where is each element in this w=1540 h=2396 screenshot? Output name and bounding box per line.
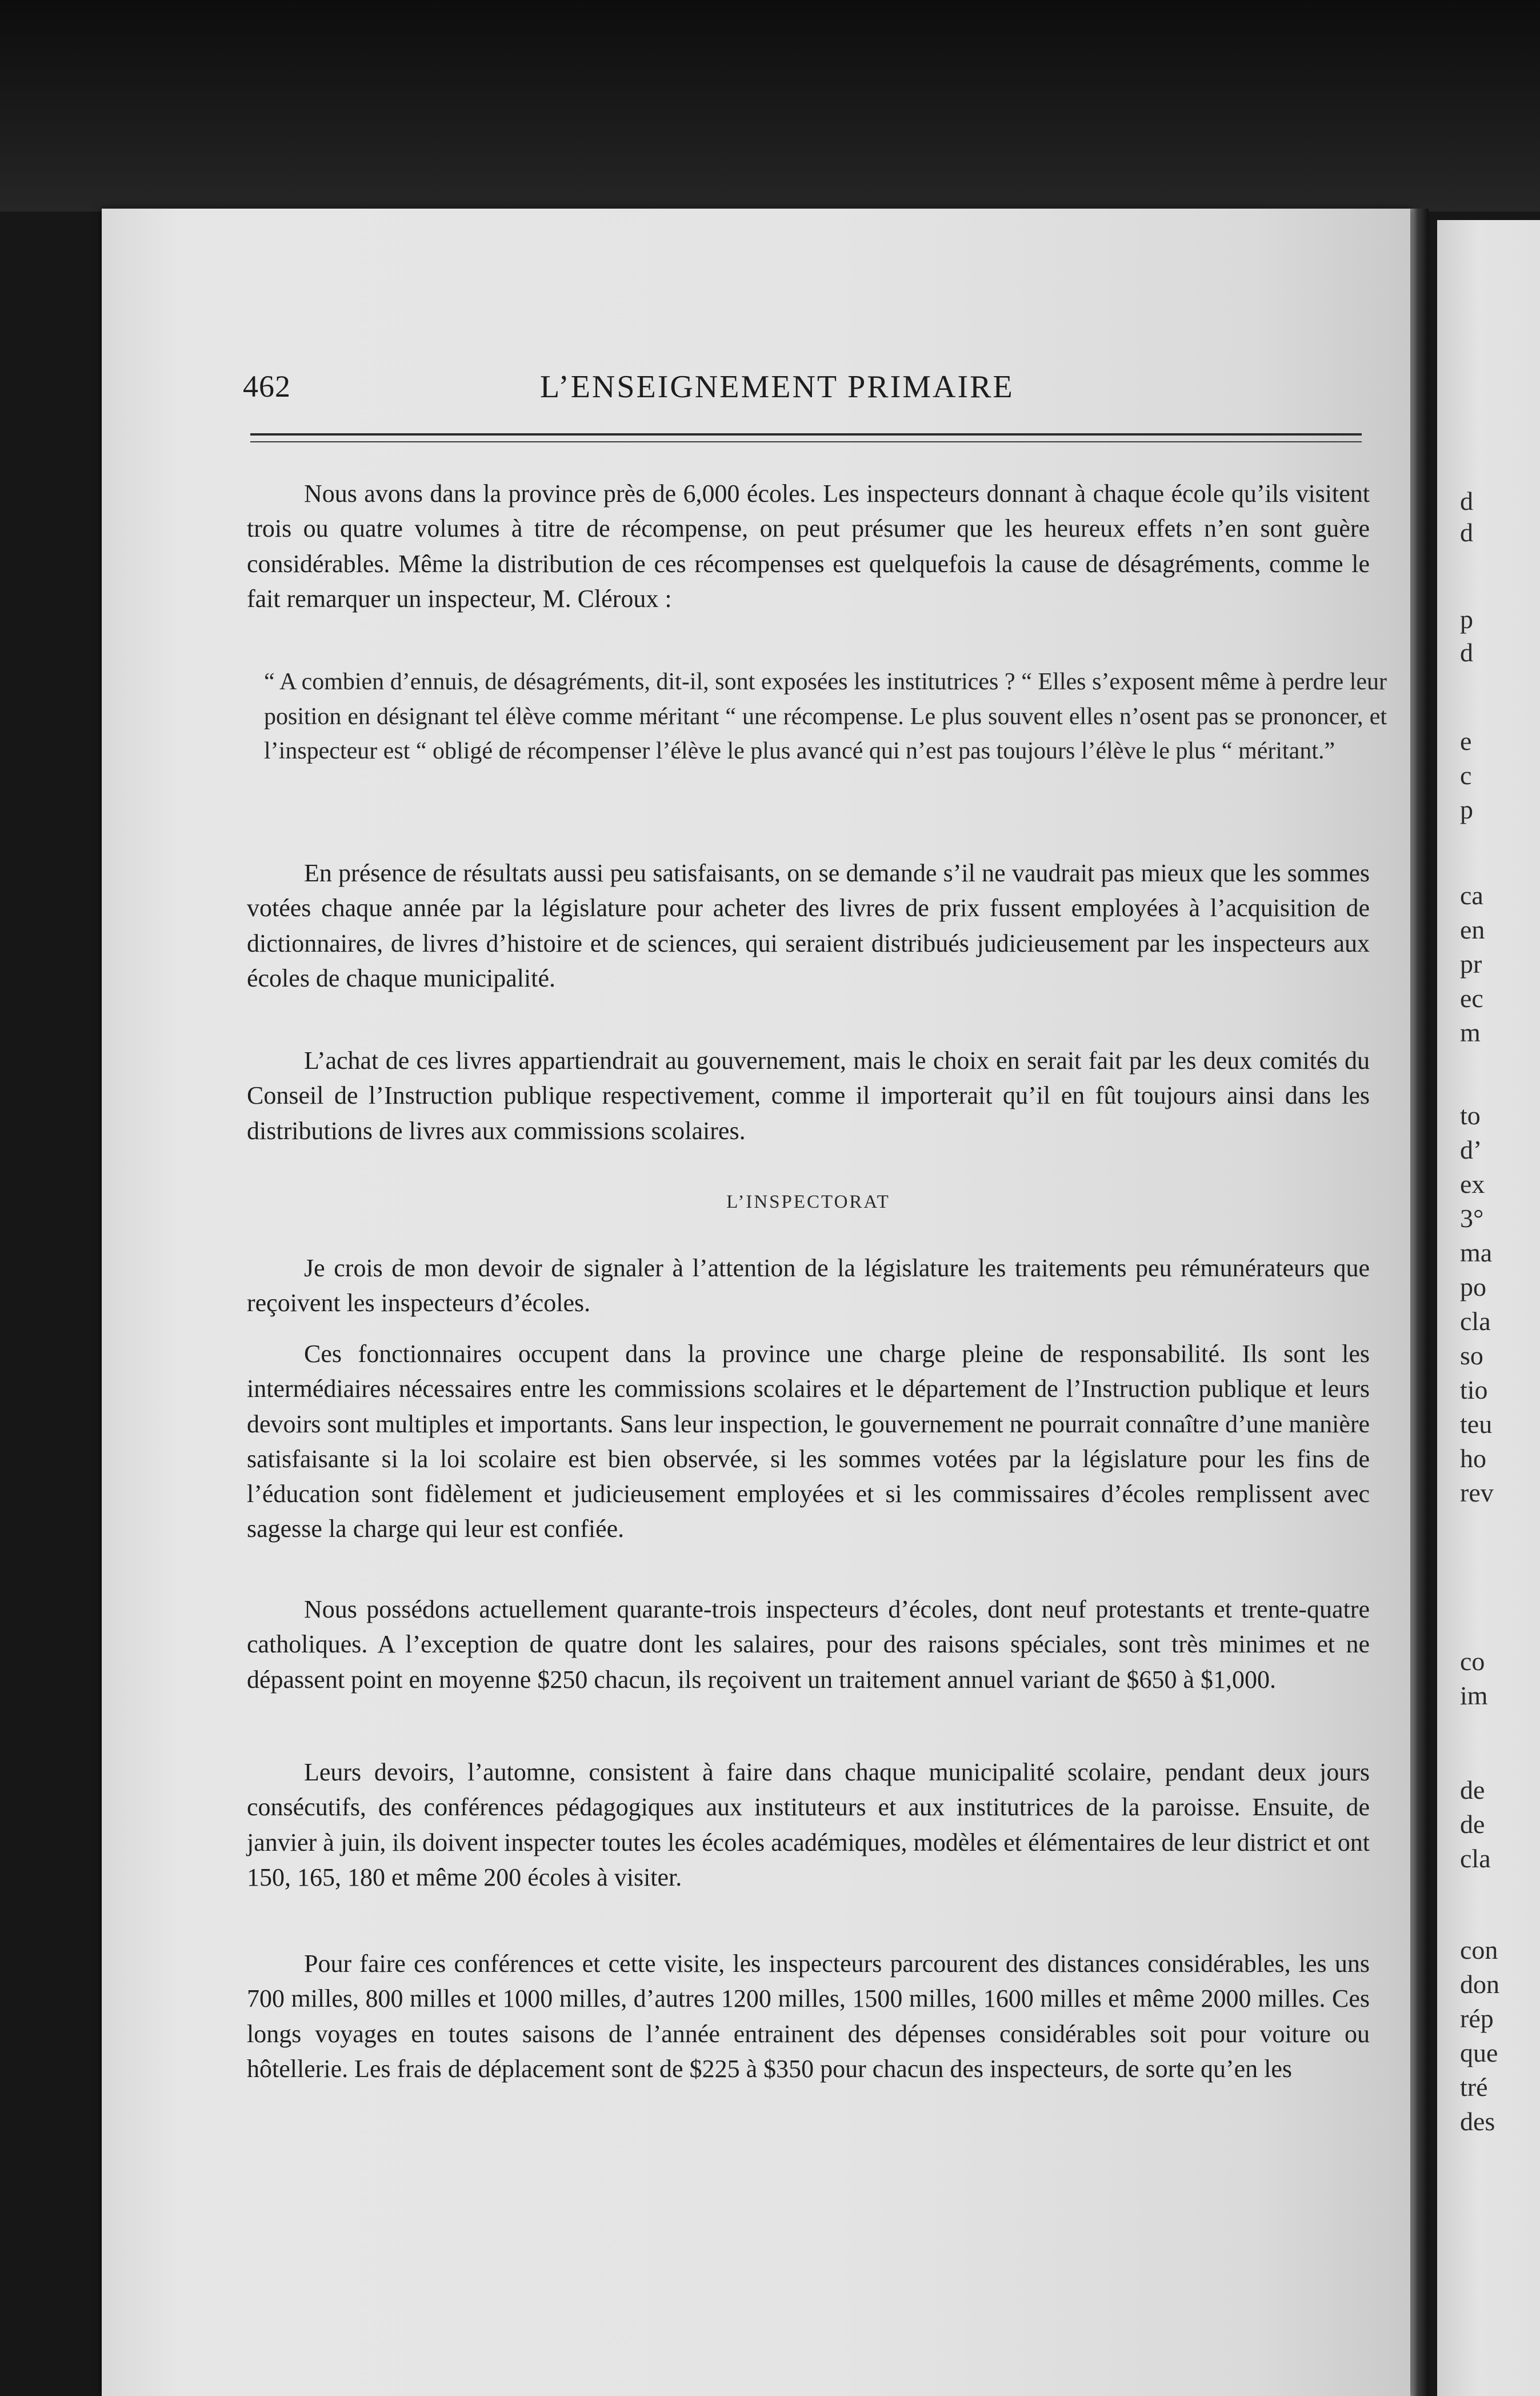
- paragraph-alternative-proposal: En présence de résultats aussi peu satisfaisants, on se demande s’il ne vaudrait pas mieux que les sommes votées chaque année par la législature pour acheter des livres de prix fussent employées à l’acquisition de dictionnaires, de livres d’histoire et de sciences, qui seraient distribués judicieusement par les inspecteurs aux écoles de chaque municipalité.: [247, 859, 1370, 992]
- facing-page-fragment: ho: [1460, 1444, 1486, 1473]
- facing-page-fragment: ma: [1460, 1238, 1493, 1267]
- facing-page-fragment: en: [1460, 915, 1485, 944]
- facing-page-fragment: e: [1460, 726, 1472, 756]
- paragraph-book-purchase: L’achat de ces livres appartiendrait au gouvernement, mais le choix en serait fait par les deux comités du Conseil de l’Instruction publique respectivement, comme il importerait qu’il en fût toujours ainsi dans les distributions de livres aux commissions scolaires.: [247, 1047, 1370, 1145]
- facing-page-fragment: don: [1460, 1970, 1499, 1999]
- paragraph-inspector-duties: Leurs devoirs, l’automne, consistent à faire dans chaque municipalité scolaire, pendant deux jours consécutifs, des conférences pédagogiques aux instituteurs et aux institutrices de la paroisse. Ensuite, de janvier à juin, ils doivent inspecter toutes les écoles académiques, modèles et élémentaires de leur district et ont 150, 165, 180 et même 200 écoles à visiter.: [247, 1758, 1370, 1891]
- facing-page-fragment: 3°: [1460, 1204, 1484, 1233]
- facing-page-fragment: p: [1460, 605, 1473, 634]
- section-heading: L’INSPECTORAT: [726, 1192, 890, 1212]
- header-rule: [250, 433, 1362, 436]
- facing-page-fragment: co: [1460, 1647, 1485, 1676]
- facing-page-fragment: pr: [1460, 949, 1482, 979]
- facing-page-fragment: ec: [1460, 984, 1483, 1013]
- page-number: 462: [243, 369, 291, 404]
- paragraph-travel-expenses: Pour faire ces conférences et cette visite, les inspecteurs parcourent des distances considérables, les uns 700 milles, 800 milles et 1000 milles, d’autres 1200 milles, 1500 milles, 1600 milles et même 2000 milles. Ces longs voyages en toutes saisons de l’année entrainent des dépenses considérables soit pour voiture ou hôtellerie. Les frais de déplacement sont de $225 à $350 pour chacun des inspecteurs, de sorte qu’en les: [247, 1950, 1370, 2083]
- facing-page-fragment: m: [1460, 1018, 1481, 1047]
- facing-page-fragment: de: [1460, 1810, 1485, 1839]
- facing-page-fragment: des: [1460, 2107, 1495, 2136]
- facing-page-fragment: p: [1460, 795, 1473, 824]
- facing-page-fragment: tré: [1460, 2072, 1488, 2102]
- quotation-cleroux: “ A combien d’ennuis, de désagréments, dit-il, sont exposées les institutrices ? “ Elles s’exposent même à perdre leur position en désignant tel élève comme méritant “ une récompense. Le plus souvent elles n’osent pas se prononcer, et l’inspecteur est “ obligé de récompenser l’élève le plus avancé qui n’est pas toujours l’élève le plus “ méritant.”: [264, 669, 1387, 764]
- book-gutter: [1410, 209, 1429, 2396]
- facing-page-fragment: con: [1460, 1935, 1498, 1964]
- facing-page-fragment: to: [1460, 1101, 1481, 1130]
- paragraph-prize-books: Nous avons dans la province près de 6,000 écoles. Les inspecteurs donnant à chaque école qu’ils visitent trois ou quatre volumes à titre de récompense, on peut présumer que les heureux effets n’en sont guère considérables. Même la distribution de ces récompenses est quelquefois la cause de désagréments, comme le fait remarquer un inspecteur, M. Cléroux :: [247, 480, 1370, 613]
- facing-page-fragment: rev: [1460, 1478, 1494, 1507]
- paragraph-inspector-role: Ces fonctionnaires occupent dans la province une charge pleine de responsabilité. Ils sont les intermédiaires nécessaires entre les commissions scolaires et le département de l’Instruction publique et leurs devoirs sont multiples et importants. Sans leur inspection, le gouvernement ne pourrait connaître d’une manière satisfaisante si la loi scolaire est bien observée, si les sommes votées par la législature pour les fins de l’éducation sont fidèlement et judicieusement employées et si les commissaires d’écoles remplissent avec sagesse la charge qui leur est confiée.: [247, 1340, 1370, 1543]
- facing-page-fragment: ex: [1460, 1169, 1485, 1199]
- facing-page-fragment: im: [1460, 1681, 1488, 1710]
- running-head: [243, 369, 1380, 414]
- facing-page-fragment: c: [1460, 761, 1472, 790]
- facing-page-fragment: teu: [1460, 1409, 1493, 1439]
- facing-page-fragment: po: [1460, 1272, 1486, 1301]
- facing-page-fragment: rép: [1460, 2004, 1494, 2033]
- facing-page-fragment: tio: [1460, 1375, 1488, 1404]
- facing-page-fragment: que: [1460, 2038, 1498, 2067]
- facing-page-fragment: d: [1460, 486, 1473, 516]
- facing-page-fragment: d: [1460, 638, 1473, 667]
- facing-page-fragment: ca: [1460, 881, 1483, 910]
- facing-page-fragment: so: [1460, 1341, 1483, 1370]
- header-rule-thin: [250, 441, 1362, 442]
- paragraph-inspector-count: Nous possédons actuellement quarante-trois inspecteurs d’écoles, dont neuf protestants et trente-quatre catholiques. A l’exception de quatre dont les salaires, pour des raisons spéciales, sont très minimes et ne dépassent point en moyenne $250 chacun, ils reçoivent un traitement annuel variant de $650 à $1,000.: [247, 1595, 1370, 1694]
- facing-page-fragment: cla: [1460, 1307, 1491, 1336]
- facing-page-fragment: de: [1460, 1775, 1485, 1804]
- scanner-background: [0, 0, 1540, 211]
- facing-page-fragment: d: [1460, 518, 1473, 547]
- facing-page: [1437, 220, 1540, 2396]
- facing-page-fragment: cla: [1460, 1844, 1491, 1873]
- paragraph-inspector-salaries: Je crois de mon devoir de signaler à l’attention de la législature les traitements peu rémunérateurs que reçoivent les inspecteurs d’écoles.: [247, 1254, 1370, 1317]
- running-title: L’ENSEIGNEMENT PRIMAIRE: [540, 369, 1014, 405]
- facing-page-fragment: d’: [1460, 1135, 1482, 1164]
